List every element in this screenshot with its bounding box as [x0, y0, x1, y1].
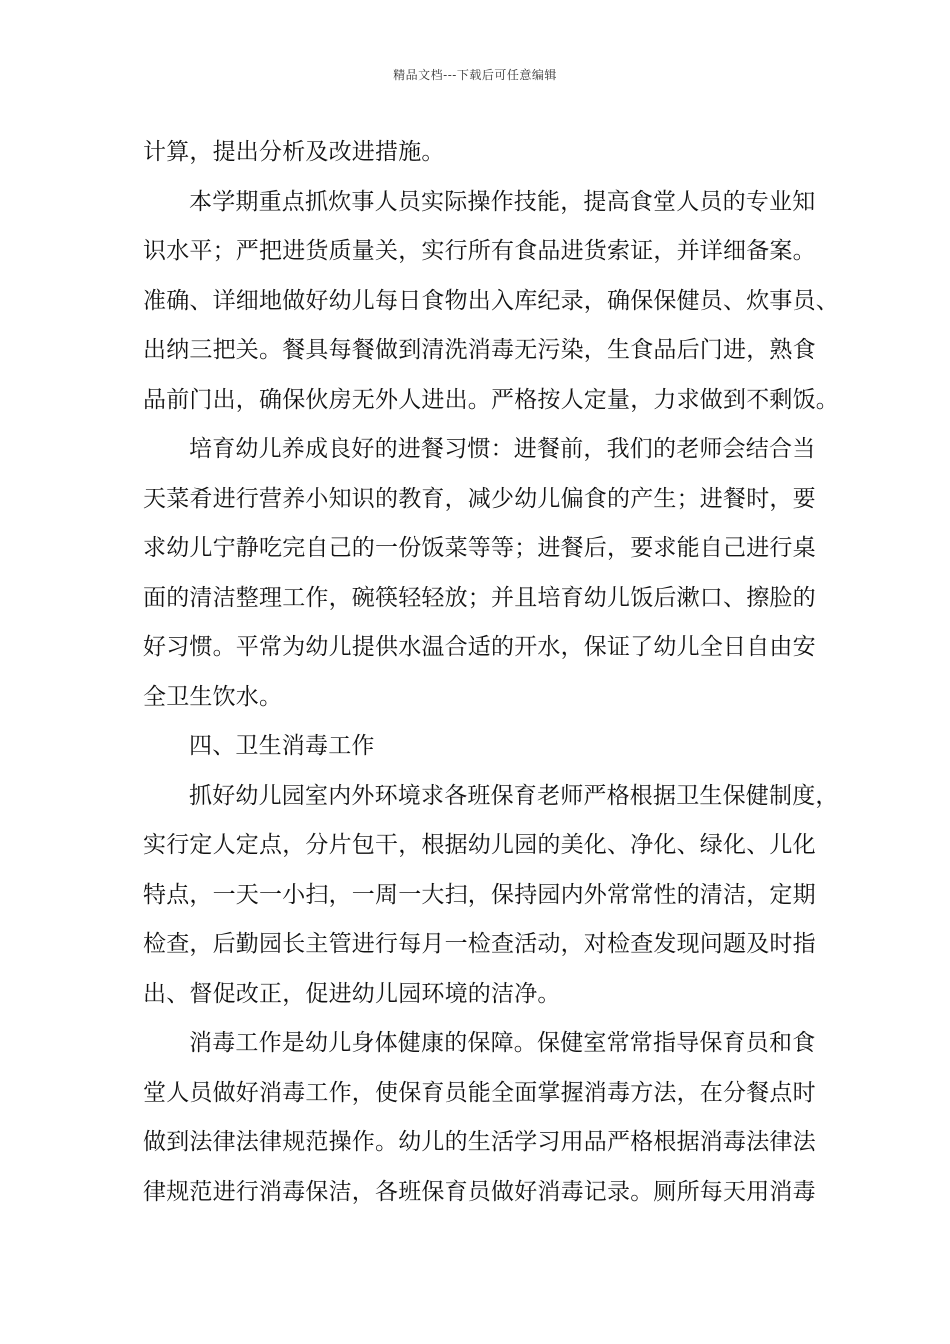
text-line: 消毒工作是幼儿身体健康的保障。保健室常常指导保育员和食	[189, 1030, 816, 1056]
page-header: 精品文档---下载后可任意编辑	[393, 68, 557, 82]
text-line: 做到法律法律规范操作。幼儿的生活学习用品严格根据消毒法律法	[143, 1129, 816, 1155]
text-line: 识水平；严把进货质量关，实行所有食品进货索证，并详细备案。	[143, 238, 816, 264]
text-line: 出纳三把关。餐具每餐做到清洗消毒无污染，生食品后门进，熟食	[143, 337, 816, 363]
text-line: 堂人员做好消毒工作，使保育员能全面掌握消毒方法，在分餐点时	[143, 1079, 816, 1106]
section-heading: 四、卫生消毒工作	[189, 733, 375, 759]
text-line: 计算，提出分析及改进措施。	[143, 139, 445, 165]
text-line: 律规范进行消毒保洁，各班保育员做好消毒记录。厕所每天用消毒	[143, 1178, 816, 1205]
text-line: 实行定人定点，分片包干，根据幼儿园的美化、净化、绿化、儿化	[143, 832, 816, 858]
text-line: 品前门出，确保伙房无外人进出。严格按人定量，力求做到不剩饭。	[143, 386, 839, 413]
text-line: 检查，后勤园长主管进行每月一检查活动，对检查发现问题及时指	[143, 931, 816, 957]
text-line: 求幼儿宁静吃完自己的一份饭菜等等；进餐后，要求能自己进行桌	[143, 535, 816, 561]
text-line: 本学期重点抓炊事人员实际操作技能，提高食堂人员的专业知	[189, 188, 816, 215]
text-line: 特点，一天一小扫，一周一大扫，保持园内外常常性的清洁，定期	[143, 881, 816, 908]
text-line: 出、督促改正，促进幼儿园环境的洁净。	[143, 980, 561, 1007]
text-line: 天菜肴进行营养小知识的教育，减少幼儿偏食的产生；进餐时，要	[143, 485, 816, 512]
text-line: 抓好幼儿园室内外环境求各班保育老师严格根据卫生保健制度，	[189, 782, 839, 809]
document-body	[143, 128, 839, 1217]
text-line: 培育幼儿养成良好的进餐习惯：进餐前，我们的老师会结合当	[189, 436, 816, 462]
text-line: 全卫生饮水。	[143, 683, 283, 710]
text-line: 面的清洁整理工作，碗筷轻轻放；并且培育幼儿饭后漱口、擦脸的	[143, 584, 816, 611]
text-line: 准确、详细地做好幼儿每日食物出入库纪录，确保保健员、炊事员、	[143, 287, 839, 314]
text-line: 好习惯。平常为幼儿提供水温合适的开水，保证了幼儿全日自由安	[143, 634, 816, 660]
